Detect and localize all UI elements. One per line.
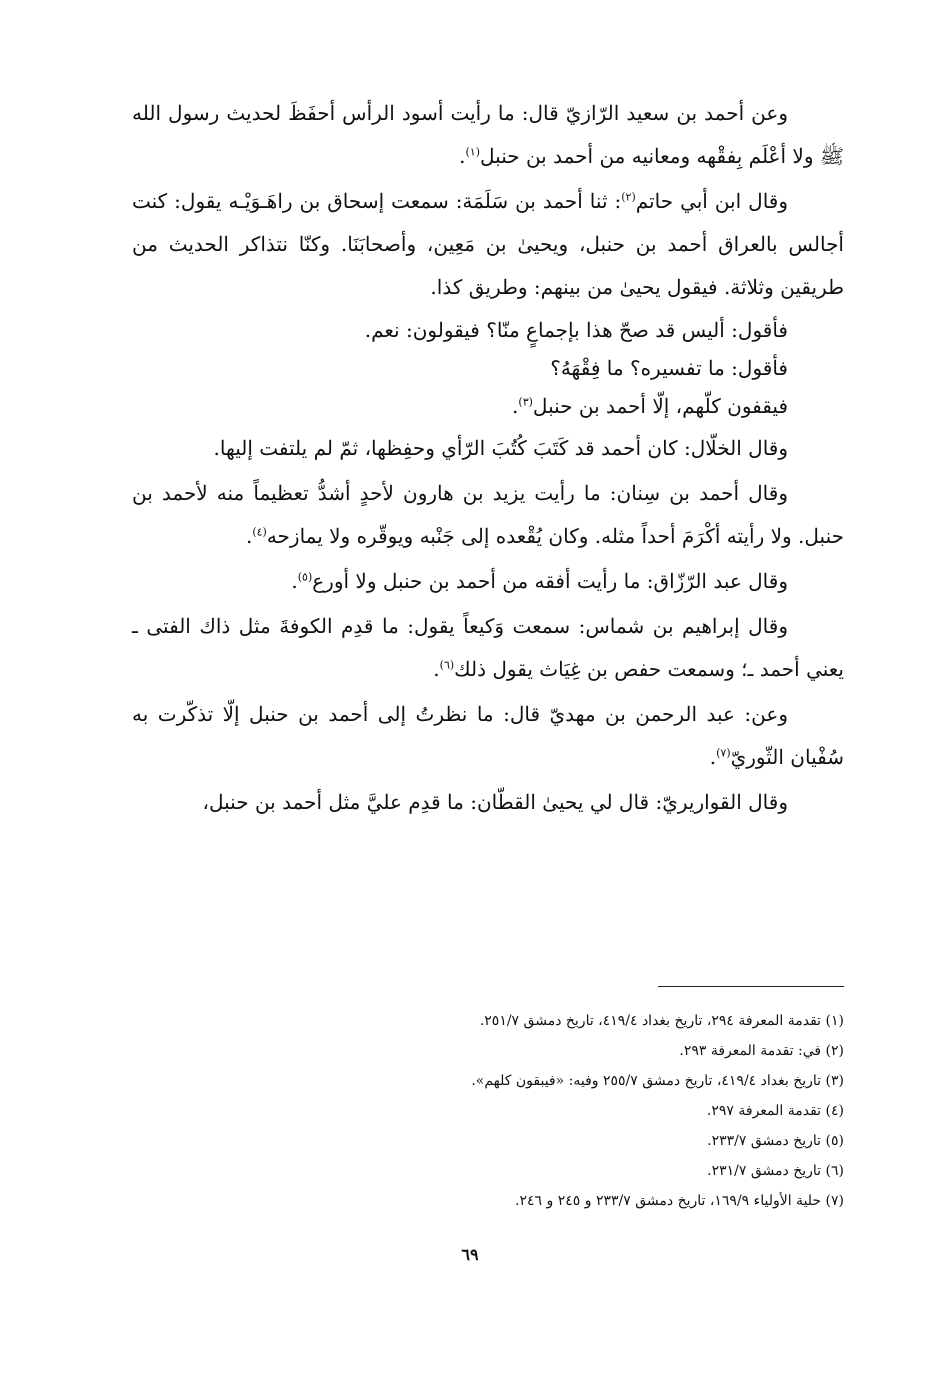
dialogue-line-1: فأقول: أليس قد صحّ هذا بإجماعٍ منّا؟ فيقولون: نعم. [364,318,788,342]
paragraph-6: وقال إبراهيم بن شماس: سمعت وَكيعاً يقول: ما قدِم الكوفةَ مثل ذاك الفتى ـ يعني أحمد ـ؛ وسمعت حفص بن غِيَاث يقول ذلك$^{(٦)}$. [132,614,844,681]
footnote-7: (٧) حلية الأولياء ١٦٩/٩، تاريخ دمشق ٢٣٣/٧ و ٢٤٥ و ٢٤٦. [515,1193,844,1209]
footnote-ref-2[interactable]: (٢) [621,190,636,204]
paragraph-1: وعن أحمد بن سعيد الرّازيّ قال: ما رأيت أسود الرأس أحفَظَ لحديث رسول الله ﷺ ولا أعْلَم بِفقْهه ومعانيه من أحمد بن حنبل$^{(١)}$. [132,101,844,168]
paragraph-4: وقال أحمد بن سِنان: ما رأيت يزيد بن هارون لأحدٍ أشدُّ تعظيماً منه لأحمد بن حنبل. ولا رأيته أكْرَمَ أحداً مثله. وكان يُقْعده إلى جَنْبه ويوقّره ولا يمازحه$^{(٤)}$. [132,481,844,548]
footnote-ref-3[interactable]: (٣) [518,395,533,409]
paragraph-7: وعن: عبد الرحمن بن مهديّ قال: ما نظرتُ إلى أحمد بن حنبل إلّا تذكّرت به سُفْيان الثّوريّ$^{(٧)}$. [132,702,844,769]
paragraph-5: وقال عبد الرّزّاق: ما رأيت أفقه من أحمد بن حنبل ولا أورع$^{(٥)}$. [291,569,788,593]
footnote-ref-1[interactable]: (١) [465,145,481,159]
main-text [132,92,844,824]
footnote-ref-5[interactable]: (٥) [297,570,313,584]
paragraph-8: وقال القواريريّ: قال لي يحيىٰ القطّان: ما قدِم عليَّ مثل أحمد بن حنبل، [202,790,788,814]
page-number: ٦٩ [461,1245,479,1264]
paragraph-2: وقال ابن أبي حاتم$^{(٢)}$: ثنا أحمد بن سَلَمَة: سمعت إسحاق بن راهَـوَيْـه يقول: كنت أجالس بالعراق أحمد بن حنبل، ويحيىٰ بن مَعِين، وأصحابَنَا. وكنّا نتذاكر الحديث من طريقين وثلاثة. فيقول يحيىٰ من بينهم: وطريق كذا. [132,189,844,299]
footnote-2: (٢) في: تقدمة المعرفة ٢٩٣. [679,1043,844,1059]
footnote-3: (٣) تاريخ بغداد ٤١٩/٤، تاريخ دمشق ٢٥٥/٧ وفيه: «فيبقون كلهم». [471,1073,844,1089]
footnote-divider [658,986,844,987]
footnotes [300,1006,844,1216]
footnote-5: (٥) تاريخ دمشق ٢٣٣/٧. [707,1133,844,1149]
dialogue-line-2: فأقول: ما تفسيره؟ ما فِقْهَهُ؟ [550,356,788,380]
paragraph-3: وقال الخلّال: كان أحمد قد كَتَبَ كُتُبَ الرّأي وحفِظها، ثمّ لم يلتفت إليها. [213,436,788,460]
dialogue-line-3: فيقفون كلّهم، إلّا أحمد بن حنبل$^{(٣)}$. [512,394,788,418]
footnote-ref-6[interactable]: (٦) [439,658,455,672]
footnote-1: (١) تقدمة المعرفة ٢٩٤، تاريخ بغداد ٤١٩/٤، تاريخ دمشق ٢٥١/٧. [479,1013,844,1029]
footnote-ref-7[interactable]: (٧) [716,746,731,760]
footnote-6: (٦) تاريخ دمشق ٢٣١/٧. [707,1163,844,1179]
footnote-ref-4[interactable]: (٤) [252,525,267,539]
footnote-4: (٤) تقدمة المعرفة ٢٩٧. [706,1103,844,1119]
